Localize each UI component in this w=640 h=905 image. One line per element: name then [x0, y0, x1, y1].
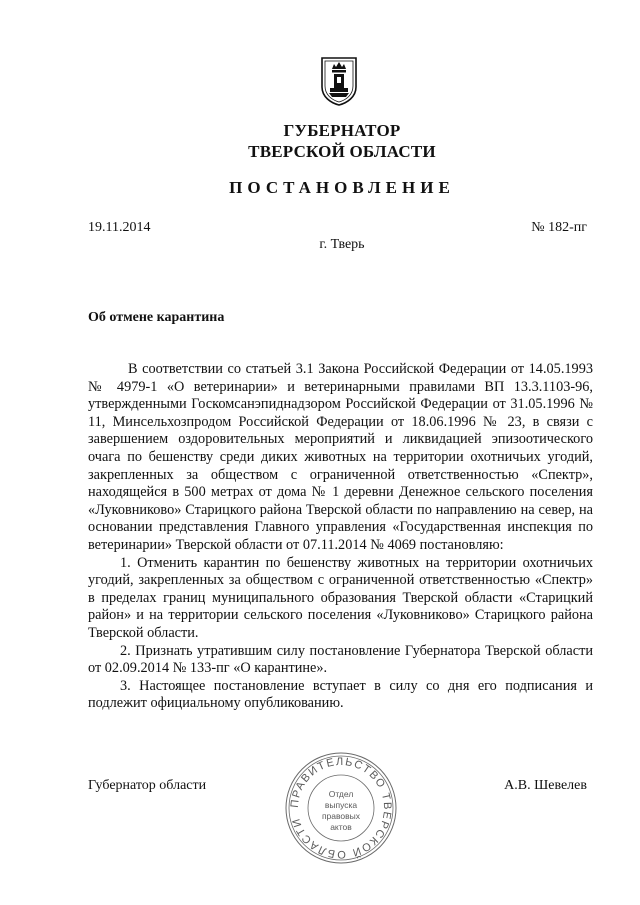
decree-item-1: 1. Отменить карантин по бешенству животных на территории охотничьих угодий, закрепленных за обществом с ограниченной ответственностью «Спектр» в пределах границ муниципального образования Тверской области «Старицкий район» и на территории сельского поселения «Луковниково» Старицкого района Тверской области.: [88, 554, 593, 641]
issuer-title-line1: ГУБЕРНАТОР: [283, 121, 401, 140]
signatory-name: А.В. Шевелев: [504, 778, 587, 793]
stamp-center-line2: выпуска: [324, 800, 358, 810]
decree-item-2: 2. Признать утратившим силу постановление Губернатора Тверской области от 02.09.2014 № 133-пг «О карантине».: [88, 642, 593, 677]
stamp-center-line1: Отдел: [328, 789, 354, 799]
stamp-center-line4: актов: [330, 822, 352, 832]
preamble-paragraph: В соответствии со статьей 3.1 Закона Российской Федерации от 14.05.1993 № 4979-1 «О ветеринарии» и ветеринарными правилами ВП 13.3.1103-96, утвержденными Госкомсанэпиднадзором Российской Федерации от 31.05.1996 № 11, Минсельхозпродом Российской Федерации от 18.06.1996 № 23, в связи с завершением оздоровительных мероприятий и ликвидацией эпизоотического очага по бешенству среди диких животных на территории охотничьих угодий, закрепленных за обществом с ограниченной ответственностью «Спектр», находящейся в 500 метрах от дома № 1 деревни Денежное сельского поселения «Луковниково» Старицкого района Тверской области по направлению на север, на основании представления Главного управления «Государственная инспекция по ветеринарии» Тверской области от 07.11.2014 № 4069 постановляю:: [88, 361, 593, 553]
document-city: г. Тверь: [319, 237, 365, 252]
decree-item-3: 3. Настоящее постановление вступает в силу со дня его подписания и подлежит официальному опубликованию.: [88, 677, 593, 712]
stamp-ring-text: ПРАВИТЕЛЬСТВО ТВЕРСКОЙ ОБЛАСТИ: [288, 755, 394, 861]
tver-coat-of-arms-icon: [319, 55, 359, 107]
document-date: 19.11.2014: [88, 220, 151, 235]
issuer-title-line2: ТВЕРСКОЙ ОБЛАСТИ: [248, 142, 436, 161]
official-stamp: [283, 750, 399, 866]
document-type: ПОСТАНОВЛЕНИЕ: [229, 178, 455, 197]
stamp-center-line3: правовых: [321, 811, 361, 821]
document-number: № 182-пг: [531, 220, 587, 235]
document-body: [88, 361, 593, 713]
signatory-position: Губернатор области: [88, 778, 207, 793]
document-subject: Об отмене карантина: [88, 310, 225, 325]
